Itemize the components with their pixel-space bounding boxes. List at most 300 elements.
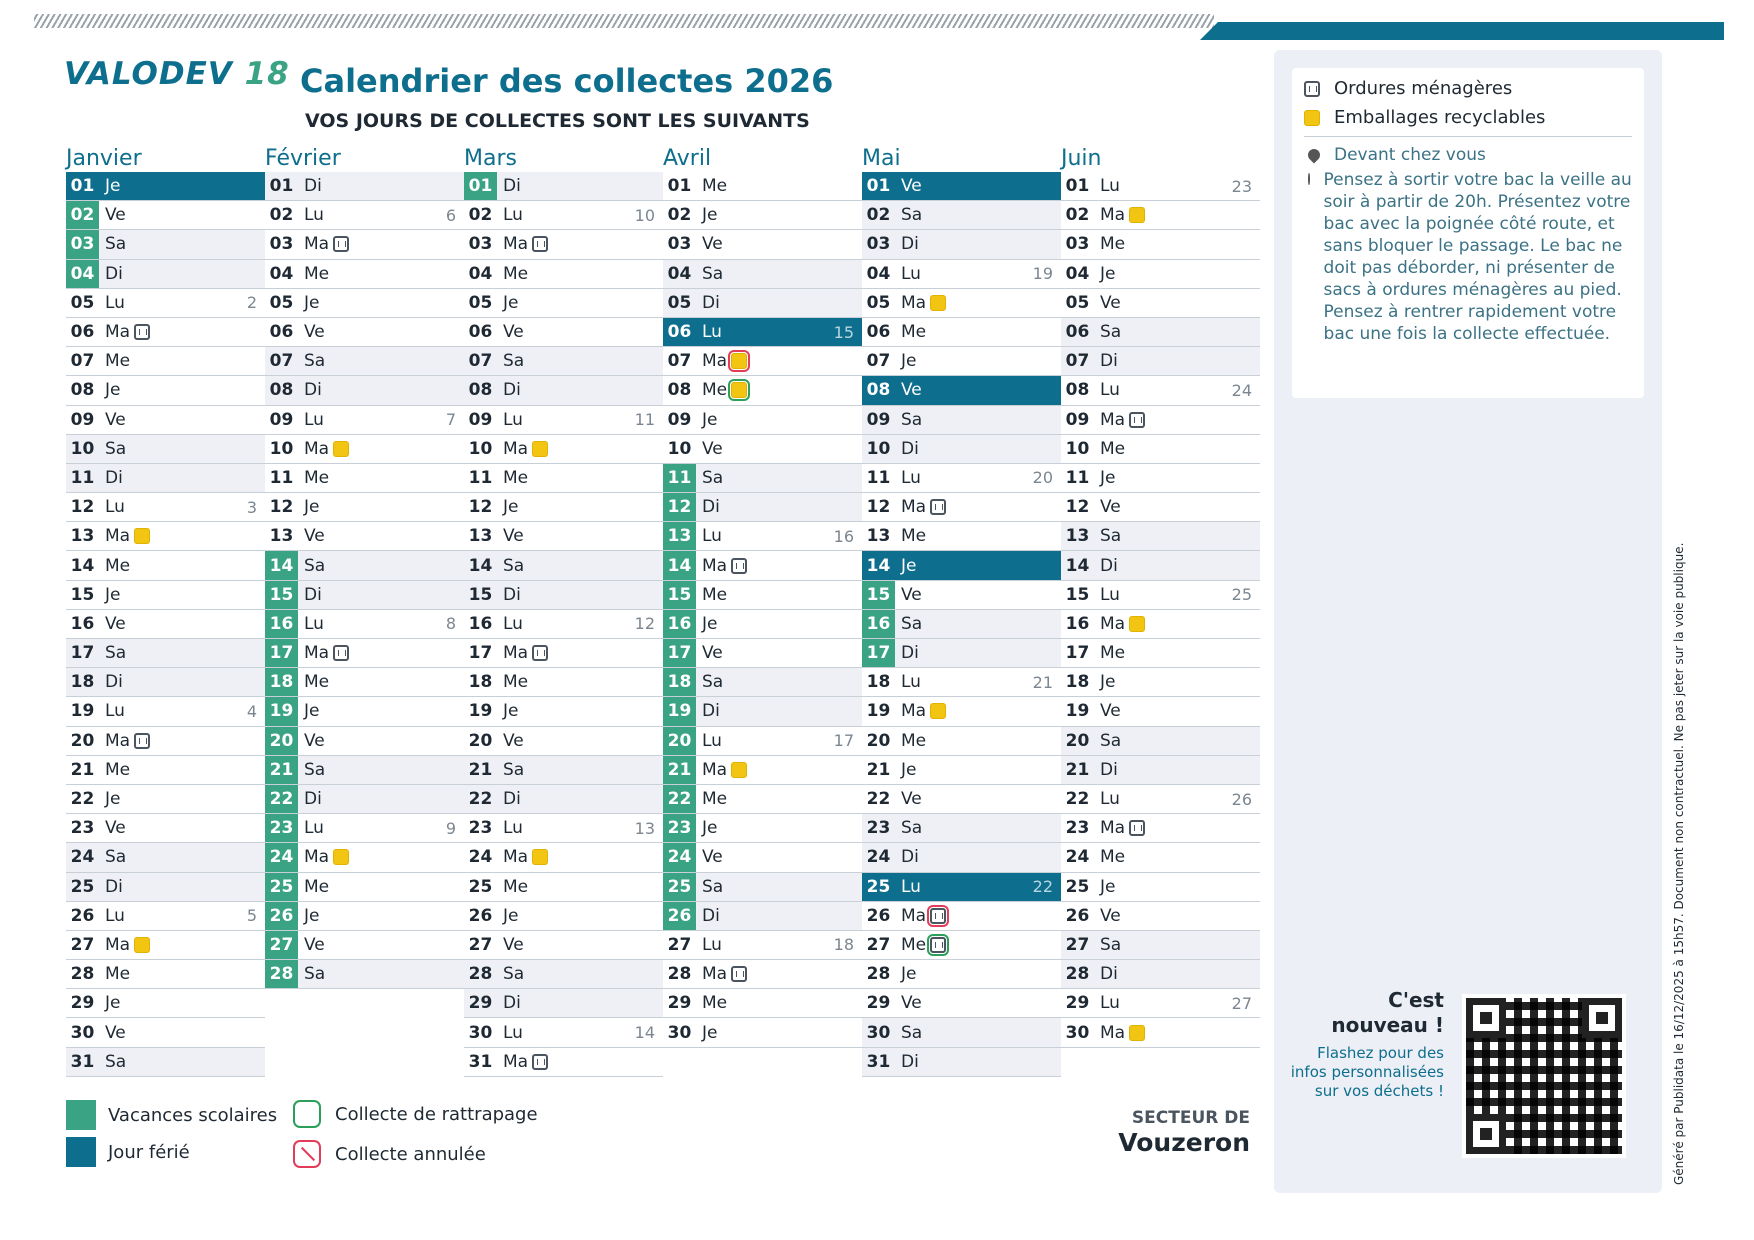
top-blue-bar (1200, 22, 1724, 40)
day-number: 15 (1065, 584, 1090, 605)
weekday: Ve (503, 322, 524, 343)
weekday: Lu (503, 818, 523, 839)
day-row (862, 406, 1061, 435)
weekday: Me (1100, 847, 1126, 868)
day-row (862, 1048, 1061, 1077)
day-number: 24 (70, 847, 95, 868)
month-column (464, 146, 663, 1077)
day-row (862, 551, 1061, 580)
day-number: 17 (468, 643, 493, 664)
day-number: 19 (265, 697, 298, 725)
weekday: Ve (702, 438, 723, 459)
weekday: Me (304, 672, 330, 693)
week-number: 17 (833, 731, 854, 751)
day-number: 06 (667, 322, 692, 343)
weekday: Di (304, 380, 322, 401)
weekday: Ve (901, 993, 922, 1014)
weekday: Lu (304, 409, 324, 430)
week-number: 16 (833, 526, 854, 546)
page-title: Calendrier des collectes 2026 (300, 62, 834, 100)
day-number: 05 (866, 292, 891, 313)
weekday: Di (105, 672, 123, 693)
weekday: Sa (702, 263, 724, 284)
day-row (862, 756, 1061, 785)
day-number: 04 (269, 263, 294, 284)
day-number: 28 (468, 964, 493, 985)
day-number: 16 (663, 610, 696, 638)
day-row (862, 464, 1061, 493)
day-row (862, 814, 1061, 843)
day-number: 04 (468, 263, 493, 284)
weekday: Ma (702, 964, 728, 985)
day-number: 25 (1065, 876, 1090, 897)
day-number: 07 (1065, 351, 1090, 372)
weekday: Ma (304, 847, 330, 868)
day-number: 27 (70, 934, 95, 955)
weekday: Di (304, 176, 322, 197)
weekday: Lu (901, 876, 921, 897)
weekday: Sa (503, 555, 525, 576)
day-number: 31 (866, 1051, 891, 1072)
weekday: Me (304, 876, 330, 897)
day-row (1061, 931, 1260, 960)
day-row (663, 785, 862, 814)
day-row (66, 989, 265, 1018)
day-number: 01 (70, 176, 95, 197)
day-number: 18 (265, 668, 298, 696)
weekday: Je (105, 789, 121, 810)
day-row (1061, 873, 1260, 902)
day-number: 03 (1065, 234, 1090, 255)
weekday: Sa (503, 351, 525, 372)
day-number: 13 (70, 526, 95, 547)
day-number: 11 (70, 467, 95, 488)
day-row (464, 289, 663, 318)
weekday: Di (1100, 759, 1118, 780)
legend-ordures: Ordures ménagères (1304, 78, 1632, 99)
day-number: 30 (866, 1022, 891, 1043)
day-row (464, 873, 663, 902)
weekday: Ma (702, 759, 728, 780)
week-number: 11 (634, 410, 655, 430)
day-row (1061, 435, 1260, 464)
day-number: 01 (667, 176, 692, 197)
weekday: Di (702, 701, 720, 722)
day-row (663, 464, 862, 493)
day-row (66, 902, 265, 931)
day-number: 09 (269, 409, 294, 430)
day-row (862, 902, 1061, 931)
day-row (265, 376, 464, 405)
day-number: 14 (70, 555, 95, 576)
day-number: 18 (1065, 672, 1090, 693)
day-number: 10 (269, 438, 294, 459)
day-row (464, 756, 663, 785)
weekday: Je (1100, 876, 1116, 897)
day-number: 08 (667, 380, 692, 401)
day-row (663, 727, 862, 756)
day-number: 20 (468, 730, 493, 751)
weekday: Di (702, 497, 720, 518)
day-row (265, 843, 464, 872)
day-number: 14 (866, 555, 891, 576)
day-number: 27 (667, 934, 692, 955)
day-row (663, 435, 862, 464)
day-number: 26 (663, 902, 696, 930)
day-row (862, 697, 1061, 726)
weekday: Je (304, 905, 320, 926)
day-number: 29 (866, 993, 891, 1014)
day-number: 24 (265, 843, 298, 871)
weekday: Ma (105, 322, 131, 343)
trash-bin-icon (1304, 81, 1320, 97)
day-row (66, 1048, 265, 1077)
weekday: Je (901, 759, 917, 780)
day-number: 10 (667, 438, 692, 459)
day-number: 20 (265, 727, 298, 755)
weekday: Di (304, 584, 322, 605)
day-row (663, 960, 862, 989)
week-number: 20 (1032, 468, 1053, 488)
day-number: 13 (866, 526, 891, 547)
day-row (663, 493, 862, 522)
day-row (464, 493, 663, 522)
location-pin-icon (1306, 147, 1323, 164)
recycle-bin-icon (731, 353, 747, 369)
weekday: Ma (105, 526, 131, 547)
day-row (1061, 727, 1260, 756)
day-number: 09 (1065, 409, 1090, 430)
qr-code[interactable] (1462, 994, 1626, 1158)
day-number: 18 (866, 672, 891, 693)
day-row (464, 201, 663, 230)
day-row (464, 581, 663, 610)
weekday: Lu (702, 526, 722, 547)
day-row (66, 697, 265, 726)
day-number: 05 (70, 292, 95, 313)
day-row (464, 260, 663, 289)
weekday: Ve (503, 934, 524, 955)
weekday: Me (304, 467, 330, 488)
weekday: Me (105, 964, 131, 985)
weekday: Me (105, 351, 131, 372)
day-number: 22 (265, 785, 298, 813)
week-number: 15 (833, 322, 854, 342)
day-number: 24 (866, 847, 891, 868)
trash-bin-icon (134, 733, 150, 749)
day-number: 17 (70, 643, 95, 664)
recycle-bin-icon (731, 382, 747, 398)
day-number: 25 (468, 876, 493, 897)
day-row (1061, 260, 1260, 289)
day-number: 05 (667, 292, 692, 313)
weekday: Ma (503, 847, 529, 868)
day-number: 29 (468, 993, 493, 1014)
weekday: Ve (105, 1022, 126, 1043)
weekday: Sa (702, 467, 724, 488)
day-row (464, 551, 663, 580)
weekday: Me (503, 672, 529, 693)
weekday: Lu (304, 205, 324, 226)
day-row (464, 318, 663, 347)
day-row (66, 668, 265, 697)
day-number: 02 (269, 205, 294, 226)
day-number: 25 (70, 876, 95, 897)
weekday: Ve (105, 818, 126, 839)
weekday: Sa (702, 876, 724, 897)
day-row (265, 668, 464, 697)
day-row (663, 260, 862, 289)
weekday: Lu (503, 409, 523, 430)
week-number: 5 (246, 906, 257, 926)
day-number: 29 (1065, 993, 1090, 1014)
weekday: Je (702, 1022, 718, 1043)
weekday: Ve (105, 205, 126, 226)
weekday: Ve (901, 380, 922, 401)
day-row (464, 1048, 663, 1077)
weekday: Ma (304, 234, 330, 255)
day-row (862, 230, 1061, 259)
weekday: Di (105, 263, 123, 284)
day-number: 27 (265, 931, 298, 959)
day-number: 24 (1065, 847, 1090, 868)
weekday: Di (702, 292, 720, 313)
day-number: 09 (866, 409, 891, 430)
weekday: Ma (503, 643, 529, 664)
weekday: Sa (105, 643, 127, 664)
day-number: 17 (265, 639, 298, 667)
day-row (66, 464, 265, 493)
weekday: Je (702, 613, 718, 634)
day-row (663, 347, 862, 376)
weekday: Me (702, 176, 728, 197)
weekday: Ma (304, 643, 330, 664)
day-row (265, 960, 464, 989)
day-number: 03 (667, 234, 692, 255)
weekday: Sa (304, 964, 326, 985)
day-number: 05 (269, 292, 294, 313)
day-number: 12 (468, 497, 493, 518)
day-row (464, 376, 663, 405)
day-number: 18 (468, 672, 493, 693)
weekday: Me (503, 467, 529, 488)
sector-name: Vouzeron (1118, 1128, 1250, 1157)
day-number: 20 (866, 730, 891, 751)
day-row (66, 581, 265, 610)
day-row (862, 347, 1061, 376)
day-row (265, 697, 464, 726)
day-number: 08 (269, 380, 294, 401)
trash-bin-icon (930, 937, 946, 953)
day-number: 23 (70, 818, 95, 839)
day-number: 03 (468, 234, 493, 255)
day-number: 11 (269, 467, 294, 488)
day-row (1061, 639, 1260, 668)
day-number: 07 (866, 351, 891, 372)
day-row (265, 201, 464, 230)
weekday: Lu (702, 322, 722, 343)
day-row (1061, 989, 1260, 1018)
day-number: 19 (866, 701, 891, 722)
day-number: 26 (1065, 905, 1090, 926)
day-row (66, 376, 265, 405)
trash-bin-icon (930, 499, 946, 515)
week-number: 23 (1231, 176, 1252, 196)
weekday: Ve (1100, 292, 1121, 313)
weekday: Sa (503, 759, 525, 780)
weekday: Di (503, 789, 521, 810)
day-row (265, 522, 464, 551)
day-row (464, 989, 663, 1018)
day-number: 14 (663, 551, 696, 579)
weekday: Ve (901, 789, 922, 810)
day-row (663, 697, 862, 726)
weekday: Me (503, 876, 529, 897)
weekday: Sa (1100, 730, 1122, 751)
month-name: Mai (862, 146, 901, 171)
catch-up-icon (293, 1100, 321, 1128)
weekday: Di (901, 438, 919, 459)
week-number: 6 (445, 205, 456, 225)
day-row (862, 376, 1061, 405)
day-number: 08 (70, 380, 95, 401)
week-number: 13 (634, 818, 655, 838)
recycle-bin-icon (532, 441, 548, 457)
weekday: Di (901, 847, 919, 868)
day-row (663, 756, 862, 785)
day-number: 21 (70, 759, 95, 780)
weekday: Ve (1100, 701, 1121, 722)
weekday: Sa (304, 759, 326, 780)
day-row (464, 902, 663, 931)
day-row (1061, 464, 1260, 493)
weekday: Ma (901, 497, 927, 518)
day-number: 26 (468, 905, 493, 926)
weekday: Sa (304, 555, 326, 576)
day-row (862, 289, 1061, 318)
day-number: 16 (265, 610, 298, 638)
weekday: Sa (105, 234, 127, 255)
week-number: 4 (246, 701, 257, 721)
legend-rattrapage: Collecte de rattrapage (293, 1100, 538, 1128)
weekday: Lu (901, 672, 921, 693)
day-number: 28 (866, 964, 891, 985)
trash-bin-icon (532, 236, 548, 252)
month-name: Janvier (66, 146, 142, 171)
weekday: Je (702, 205, 718, 226)
weekday: Di (901, 1051, 919, 1072)
day-row (663, 230, 862, 259)
day-row (862, 668, 1061, 697)
weekday: Me (105, 759, 131, 780)
day-row (464, 639, 663, 668)
day-row (663, 172, 862, 201)
weekday: Ve (1100, 905, 1121, 926)
day-number: 29 (70, 993, 95, 1014)
day-row (66, 347, 265, 376)
recycle-bin-icon (930, 295, 946, 311)
day-number: 15 (468, 584, 493, 605)
legend-divider (1304, 136, 1632, 137)
day-row (464, 435, 663, 464)
weekday: Me (1100, 234, 1126, 255)
recycle-bin-icon (930, 703, 946, 719)
day-number: 02 (667, 205, 692, 226)
weekday: Lu (901, 263, 921, 284)
legend-vacances: Vacances scolaires (66, 1100, 277, 1130)
month-name: Février (265, 146, 341, 171)
day-number: 15 (862, 581, 895, 609)
month-column (862, 146, 1061, 1077)
weekday: Lu (901, 467, 921, 488)
day-number: 13 (468, 526, 493, 547)
day-row (265, 931, 464, 960)
day-number: 13 (269, 526, 294, 547)
day-number: 10 (866, 438, 891, 459)
new-feature-label: C'est nouveau ! (1331, 988, 1444, 1037)
valodev-logo: VALODEV 18 (64, 56, 290, 92)
weekday: Ma (1100, 205, 1126, 226)
day-row (663, 201, 862, 230)
day-row (464, 814, 663, 843)
day-row (663, 522, 862, 551)
day-row (1061, 493, 1260, 522)
day-number: 02 (468, 205, 493, 226)
day-row (1061, 289, 1260, 318)
day-number: 12 (70, 497, 95, 518)
weekday: Me (702, 789, 728, 810)
week-number: 9 (445, 818, 456, 838)
weekday: Ve (1100, 497, 1121, 518)
day-number: 22 (1065, 789, 1090, 810)
day-row (66, 493, 265, 522)
day-row (66, 814, 265, 843)
weekday: Di (702, 905, 720, 926)
day-row (1061, 668, 1260, 697)
day-number: 16 (862, 610, 895, 638)
day-row (464, 668, 663, 697)
weekday: Me (702, 993, 728, 1014)
weekday: Lu (702, 934, 722, 955)
weekday: Ma (901, 292, 927, 313)
weekday: Me (901, 934, 927, 955)
day-number: 14 (265, 551, 298, 579)
day-number: 25 (866, 876, 891, 897)
day-number: 26 (70, 905, 95, 926)
recycle-bin-icon (1129, 207, 1145, 223)
day-row (1061, 201, 1260, 230)
weekday: Je (503, 905, 519, 926)
day-number: 01 (269, 176, 294, 197)
day-row (265, 785, 464, 814)
day-row (663, 902, 862, 931)
weekday: Je (304, 701, 320, 722)
legend-ferie: Jour férié (66, 1137, 190, 1167)
day-number: 01 (464, 172, 497, 200)
day-row (663, 1018, 862, 1047)
weekday: Lu (702, 730, 722, 751)
legend-annulee: Collecte annulée (293, 1140, 486, 1168)
weekday: Ma (901, 701, 927, 722)
sector-label: SECTEUR DE (1131, 1108, 1250, 1128)
weekday: Sa (901, 409, 923, 430)
day-row (1061, 318, 1260, 347)
day-row (862, 493, 1061, 522)
month-name: Juin (1061, 146, 1102, 171)
day-row (862, 172, 1061, 201)
weekday: Je (304, 497, 320, 518)
day-number: 15 (663, 581, 696, 609)
